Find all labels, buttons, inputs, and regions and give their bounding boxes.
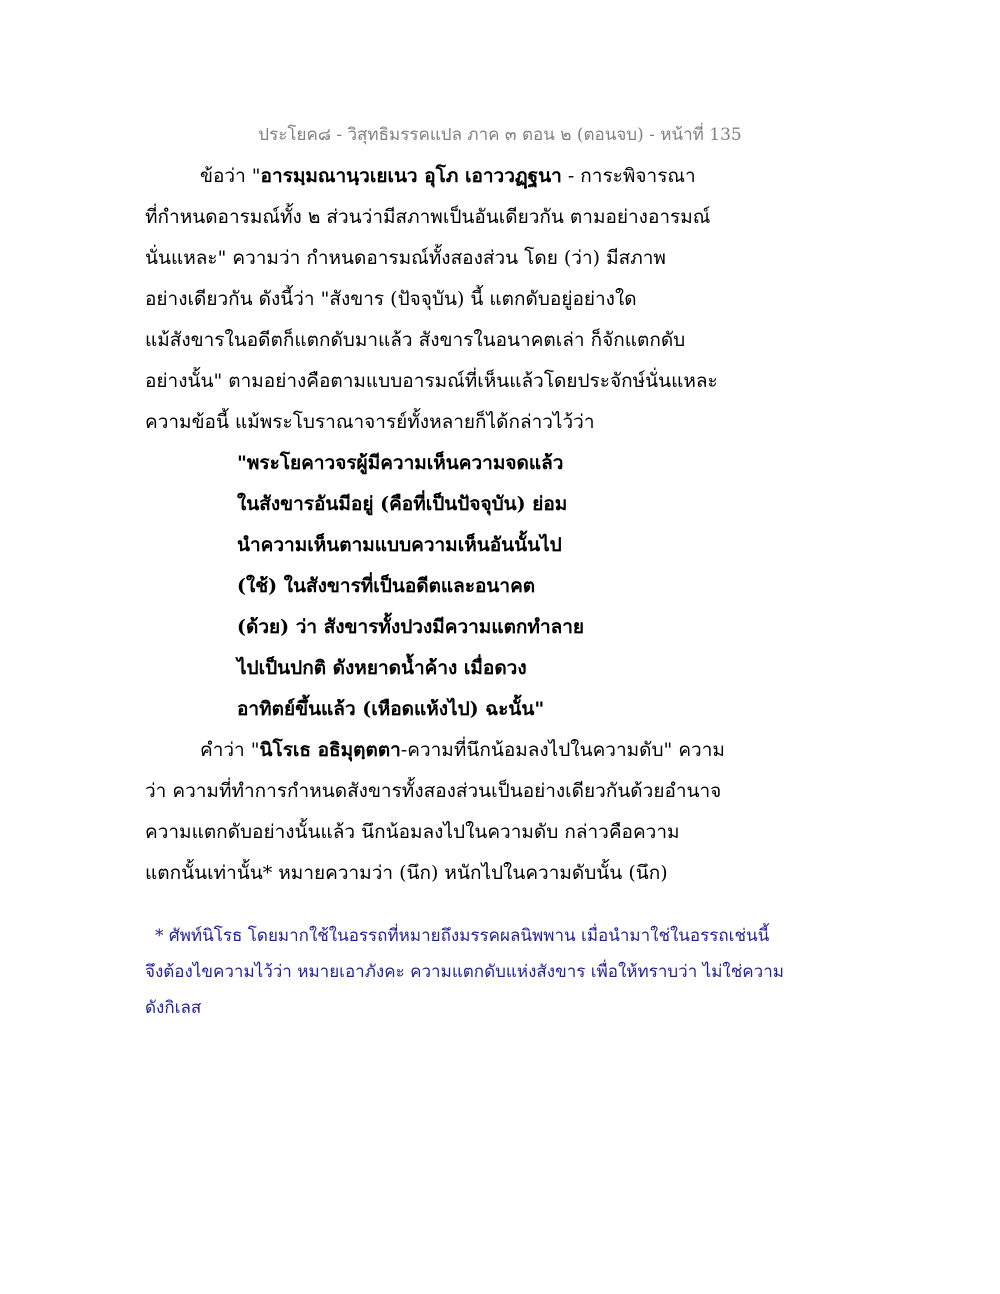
footnote-line-3: ดังกิเลส <box>145 998 202 1018</box>
verse-line-3: นำความเห็นตามแบบความเห็นอันนั้นไป <box>237 534 562 556</box>
footnote-line-2: จึงต้องไขความไว้ว่า หมายเอาภังคะ ความแตกดับแห่งสังขาร เพื่อให้ทราบว่า ไม่ใช่ความ <box>145 962 784 982</box>
verse-line-4: (ใช้) ในสังขารที่เป็นอดีตและอนาคต <box>237 575 536 597</box>
footnote-line-1: * ศัพท์นิโรธ โดยมากใช้ในอรรถที่หมายถึงมรรคผลนิพพาน เมื่อนำมาใช่ในอรรถเช่นนี้ <box>155 926 770 946</box>
paragraph-1-line-7: ความข้อนี้ แม้พระโบราณาจารย์ทั้งหลายก็ได้กล่าวไว้ว่า <box>145 411 595 433</box>
paragraph-2-line-4: แตกนั้นเท่านั้น* หมายความว่า (นึก) หนักไปในความดับนั้น (นึก) <box>145 862 668 884</box>
verse-line-2: ในสังขารอันมีอยู่ (คือที่เป็นปัจจุบัน) ย่อม <box>237 493 568 515</box>
quote-prefix: คำว่า " <box>200 739 260 761</box>
pali-term-gloss: -ความที่นึกน้อมลงไปในความดับ" ความ <box>400 739 725 761</box>
paragraph-1-line-1 <box>145 156 725 197</box>
pali-term-bold: นิโรเธ อธิมุตฺตตา <box>259 739 401 761</box>
verse-line-6: ไปเป็นปกติ ดังหยาดน้ำค้าง เมื่อดวง <box>237 657 527 679</box>
paragraph-1-line-5: แม้สังขารในอดีตก็แตกดับมาแล้ว สังขารในอนาคตเล่า ก็จักแตกดับ <box>145 329 686 351</box>
page-header: ประโยค๘ - วิสุทธิมรรคแปล ภาค ๓ ตอน ๒ (ตอนจบ) - หน้าที่ 135 <box>258 125 742 145</box>
paragraph-2-line-1 <box>145 730 725 771</box>
paragraph-1-line-4: อย่างเดียวกัน ดังนี้ว่า "สังขาร (ปัจจุบัน) นี้ แตกดับอยู่อย่างใด <box>145 288 637 310</box>
footnote <box>145 918 785 1026</box>
pali-term-gloss: - การะพิจารณา <box>561 165 696 187</box>
main-text <box>145 156 725 894</box>
verse-line-5: (ด้วย) ว่า สังขารทั้งปวงมีความแตกทำลาย <box>237 616 585 638</box>
pali-term-bold: อารมฺมณานฺวเยเนว อุโภ เอาววฏฺฐนา <box>260 165 562 187</box>
verse-line-7: อาทิตย์ขึ้นแล้ว (เหือดแห้งไป) ฉะนั้น" <box>237 698 545 720</box>
paragraph-1-line-3: นั่นแหละ" ความว่า กำหนดอารมณ์ทั้งสองส่วน โดย (ว่า) มีสภาพ <box>145 247 666 269</box>
paragraph-1-line-6: อย่างนั้น" ตามอย่างคือตามแบบอารมณ์ที่เห็นแล้วโดยประจักษ์นั่นแหละ <box>145 370 718 392</box>
quote-prefix: ข้อว่า " <box>200 165 261 187</box>
verse-line-1: "พระโยคาวจรผู้มีความเห็นความจดแล้ว <box>237 452 564 474</box>
paragraph-2-line-2: ว่า ความที่ทำการกำหนดสังขารทั้งสองส่วนเป็นอย่างเดียวกันด้วยอำนาจ <box>145 780 722 802</box>
paragraph-2-line-3: ความแตกดับอย่างนั้นแล้ว นึกน้อมลงไปในความดับ กล่าวคือความ <box>145 821 680 843</box>
paragraph-1-line-2: ที่กำหนดอารมณ์ทั้ง ๒ ส่วนว่ามีสภาพเป็นอันเดียวกัน ตามอย่างอารมณ์ <box>145 206 711 228</box>
